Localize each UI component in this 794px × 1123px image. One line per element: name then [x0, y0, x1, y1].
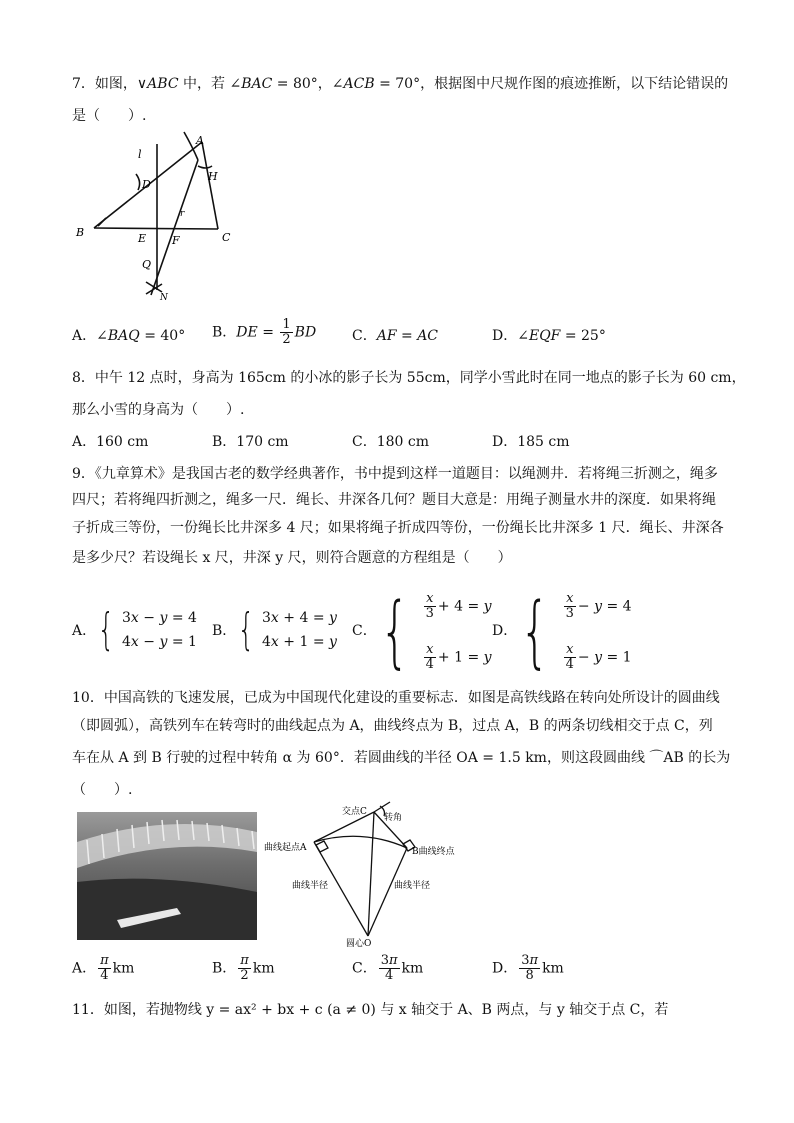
fig10-center-label: 圆心O — [346, 939, 372, 949]
fig7-label-C: C — [222, 231, 231, 244]
q9-option-a-label: A． — [72, 623, 97, 639]
fig7-label-B: B — [76, 226, 85, 239]
q11-stem-line1: 11．如图，若抛物线 y = ax² + bx + c (a ≠ 0) 与 x 轴交于 A、B 两点，与 y 轴交于点 C，若 — [72, 1002, 669, 1018]
fig7-label-A: A — [196, 134, 204, 147]
q9-option-a: { 3x − y = 4 4x − y = 1 — [97, 604, 197, 655]
fig10-start-label: 曲线起点A — [264, 843, 307, 853]
fig10-turn-angle-label: 转角 — [384, 813, 403, 823]
fig7-label-r: r — [180, 209, 185, 219]
high-speed-rail-photo — [77, 812, 257, 940]
q8-option-b: B．170 cm — [212, 434, 289, 450]
q9-option-c: { $\frac{x}{3}$ + 4 = y $\frac{x}{4}$ + 1 = y — [379, 587, 492, 677]
q9-stem-line2: 四尺；若将绳四折测之，绳多一尺．绳长、井深各几何？题目大意是：用绳子测量水井的深度．如果将绳 — [72, 492, 716, 508]
fig7-label-H: H — [208, 170, 218, 183]
fig10-radius-right-label: 曲线半径 — [394, 881, 431, 891]
q10-option-b: B． $\frac{\pi}{2}$ km — [212, 953, 275, 983]
q8-option-a: A．160 cm — [72, 434, 149, 450]
q10-stem-line4: （ ）. — [72, 782, 133, 798]
fig10-radius-left-label: 曲线半径 — [292, 881, 329, 891]
q7-option-c: C．AF = AC — [352, 328, 439, 344]
q8-stem-line2: 那么小雪的身高为（ ）. — [72, 402, 245, 418]
fig7-label-N: N — [160, 293, 168, 303]
q7-figure — [72, 130, 252, 310]
fig7-label-l: l — [138, 148, 142, 161]
q7-stem-line2: 是（ ）. — [72, 108, 147, 124]
fig10-end-label: B曲线终点 — [412, 847, 455, 857]
q10-stem-line3: 车在从 A 到 B 行驶的过程中转角 α 为 60°．若圆曲线的半径 OA = 1.5 km，则这段圆曲线 ⌒AB 的长为 — [72, 750, 731, 766]
q8-stem-line1: 8．中午 12 点时，身高为 165cm 的小冰的影子长为 55cm，同学小雪此时在同一地点的影子长为 60 cm， — [72, 370, 746, 386]
q9-option-d-label: D． — [492, 623, 518, 639]
fig7-label-Q: Q — [142, 258, 152, 271]
fig7-label-D: D — [142, 178, 151, 191]
q7-option-a: A．∠BAQ = 40° — [72, 328, 186, 344]
q10-option-d: D． $\frac{3\pi}{8}$ km — [492, 953, 564, 983]
q10-stem-line1: 10．中国高铁的飞速发展，已成为中国现代化建设的重要标志．如图是高铁线路在转向处所设计的圆曲线 — [72, 690, 720, 706]
q9-option-c-label: C． — [352, 623, 377, 639]
q9-option-b: { 3x + 4 = y 4x + 1 = y — [237, 604, 337, 655]
q9-option-d: { $\frac{x}{3}$ − y = 4 $\frac{x}{4}$ − y = 1 — [519, 587, 632, 677]
q9-option-b-label: B． — [212, 623, 237, 639]
q7-stem-line1: 7．如图，∨ABC 中，若 ∠BAC = 80°，∠ACB = 70°，根据图中尺规作图的痕迹推断，以下结论错误的 — [72, 76, 729, 92]
q8-option-c: C．180 cm — [352, 434, 429, 450]
fig7-label-F: F — [172, 234, 180, 247]
q10-option-c: C． $\frac{3\pi}{4}$ km — [352, 953, 424, 983]
q9-stem-line1: 9．《九章算术》是我国古老的数学经典著作，书中提到这样一道题目：以绳测井．若将绳三折测之，绳多 — [72, 466, 718, 482]
q8-option-d: D．185 cm — [492, 434, 570, 450]
q10-option-a: A． $\frac{\pi}{4}$ km — [72, 953, 135, 983]
fig7-label-E: E — [138, 232, 147, 245]
q10-figure — [262, 800, 462, 950]
q7-option-b: B．DE = $\frac{1}{2}$ BD — [212, 317, 317, 347]
q10-stem-line2: （即圆弧），高铁列车在转弯时的曲线起点为 A，曲线终点为 B，过点 A，B 的两条切线相交于点 C，列 — [72, 718, 713, 734]
q9-stem-line3: 子折成三等份，一份绳长比井深多 4 尺；如果将绳子折成四等份，一份绳长比井深多 1 尺．绳长、井深各 — [72, 520, 724, 536]
q7-option-d: D．∠EQF = 25° — [492, 328, 606, 344]
fig10-intersection-label: 交点C — [342, 807, 367, 817]
q9-stem-line4: 是多少尺？若设绳长 x 尺，井深 y 尺，则符合题意的方程组是（ ） — [72, 550, 512, 566]
